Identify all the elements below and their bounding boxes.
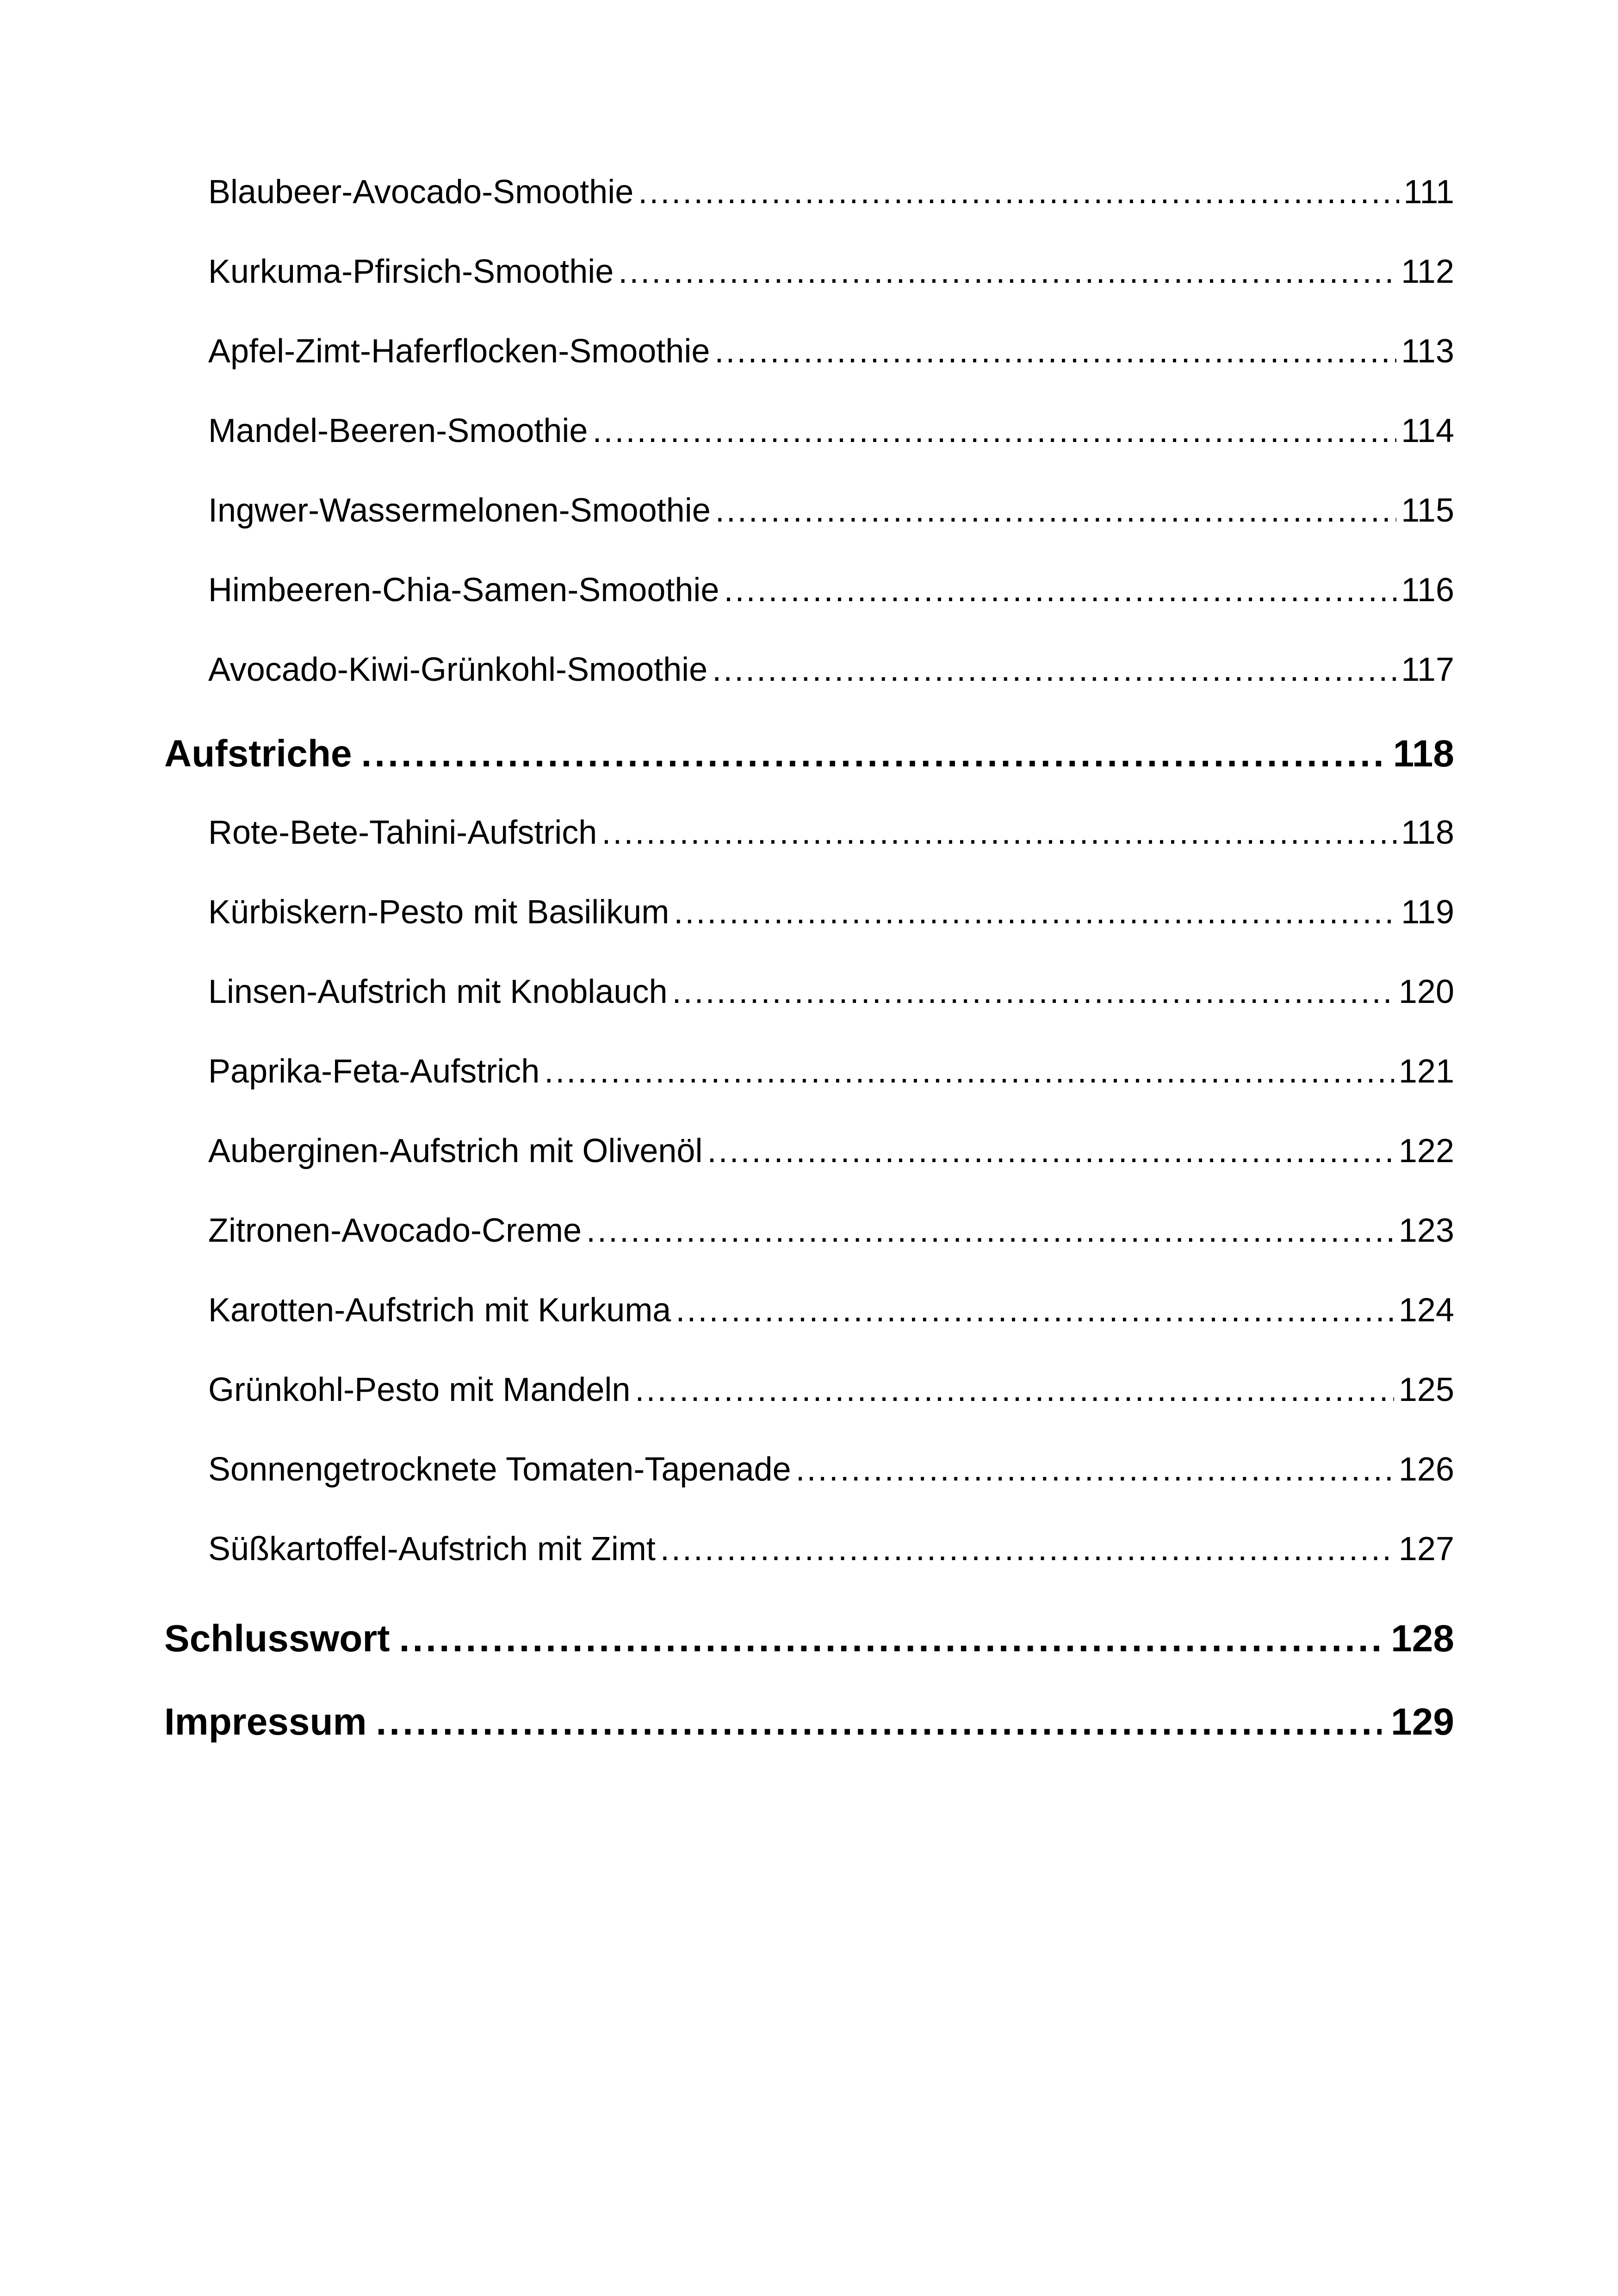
toc-entry-auberginen-aufstrich[interactable] xyxy=(164,1116,1454,1196)
toc-dot-leader xyxy=(399,1599,1382,1678)
toc-dot-leader xyxy=(638,157,1399,227)
toc-entry-page: 122 xyxy=(1398,1132,1454,1170)
toc-entry-linsen-aufstrich[interactable] xyxy=(164,957,1454,1037)
toc-chapter-page: 129 xyxy=(1391,1701,1454,1743)
toc-entry-title: Mandel-Beeren-Smoothie xyxy=(208,412,588,449)
toc-entry-title: Süßkartoffel-Aufstrich mit Zimt xyxy=(208,1531,656,1568)
toc-entry-kurkuma-pfirsich-smoothie[interactable] xyxy=(164,237,1454,317)
toc-chapter-title: Impressum xyxy=(164,1701,367,1743)
table-of-contents xyxy=(164,157,1454,1766)
toc-entry-mandel-beeren-smoothie[interactable] xyxy=(164,396,1454,476)
toc-entry-suesskartoffel-aufstrich[interactable] xyxy=(164,1514,1454,1594)
toc-entry-title: Linsen-Aufstrich mit Knoblauch xyxy=(208,973,668,1010)
toc-chapter-aufstriche[interactable] xyxy=(164,715,1454,798)
toc-entry-zitronen-avocado-creme[interactable] xyxy=(164,1196,1454,1276)
toc-chapter-title: Aufstriche xyxy=(164,733,352,775)
toc-dot-leader xyxy=(796,1435,1394,1504)
toc-entry-page: 124 xyxy=(1398,1292,1454,1329)
toc-entry-himbeeren-chia-samen-smoothie[interactable] xyxy=(164,555,1454,635)
toc-dot-leader xyxy=(724,555,1396,625)
toc-dot-leader xyxy=(672,957,1394,1027)
toc-entry-page: 127 xyxy=(1398,1531,1454,1568)
toc-entry-ingwer-wassermelonen-smoothie[interactable] xyxy=(164,476,1454,555)
toc-entry-title: Grünkohl-Pesto mit Mandeln xyxy=(208,1371,631,1408)
toc-entry-page: 115 xyxy=(1401,492,1454,529)
toc-dot-leader xyxy=(618,237,1396,306)
toc-entry-page: 112 xyxy=(1401,253,1454,290)
toc-entry-title: Himbeeren-Chia-Samen-Smoothie xyxy=(208,572,719,609)
toc-entry-title: Kürbiskern-Pesto mit Basilikum xyxy=(208,894,670,931)
toc-dot-leader xyxy=(376,1683,1382,1761)
toc-entry-page: 120 xyxy=(1398,973,1454,1010)
toc-entry-title: Sonnengetrocknete Tomaten-Tapenade xyxy=(208,1451,791,1488)
toc-entry-title: Karotten-Aufstrich mit Kurkuma xyxy=(208,1292,671,1329)
toc-dot-leader xyxy=(715,476,1396,545)
toc-entry-paprika-feta-aufstrich[interactable] xyxy=(164,1037,1454,1116)
toc-dot-leader xyxy=(592,396,1396,466)
toc-entry-tomaten-tapenade[interactable] xyxy=(164,1435,1454,1514)
toc-entry-title: Kurkuma-Pfirsich-Smoothie xyxy=(208,253,614,290)
toc-entry-title: Avocado-Kiwi-Grünkohl-Smoothie xyxy=(208,651,708,688)
toc-dot-leader xyxy=(674,877,1396,947)
toc-entry-page: 119 xyxy=(1401,894,1454,931)
toc-dot-leader xyxy=(660,1514,1394,1584)
toc-entry-title: Zitronen-Avocado-Creme xyxy=(208,1212,582,1249)
toc-entry-page: 118 xyxy=(1401,814,1454,851)
toc-chapter-schlusswort[interactable] xyxy=(164,1599,1454,1683)
toc-entry-page: 111 xyxy=(1403,174,1454,211)
toc-entry-karotten-aufstrich[interactable] xyxy=(164,1276,1454,1355)
toc-dot-leader xyxy=(712,635,1396,704)
toc-entry-avocado-kiwi-gruenkohl-smoothie[interactable] xyxy=(164,635,1454,715)
toc-dot-leader xyxy=(707,1116,1394,1186)
toc-chapter-page: 128 xyxy=(1391,1618,1454,1660)
toc-entry-page: 116 xyxy=(1401,572,1454,609)
toc-entry-title: Apfel-Zimt-Haferflocken-Smoothie xyxy=(208,333,710,370)
toc-entry-page: 123 xyxy=(1398,1212,1454,1249)
toc-entry-kuerbiskern-pesto[interactable] xyxy=(164,877,1454,957)
toc-dot-leader xyxy=(361,715,1384,793)
toc-dot-leader xyxy=(586,1196,1394,1265)
toc-entry-title: Paprika-Feta-Aufstrich xyxy=(208,1053,540,1090)
toc-dot-leader xyxy=(714,317,1396,386)
toc-entry-apfel-zimt-haferflocken-smoothie[interactable] xyxy=(164,317,1454,396)
toc-dot-leader xyxy=(544,1037,1394,1106)
toc-entry-page: 125 xyxy=(1398,1371,1454,1408)
toc-dot-leader xyxy=(676,1276,1394,1345)
toc-entry-page: 114 xyxy=(1401,412,1454,449)
toc-chapter-page: 118 xyxy=(1393,733,1454,775)
toc-entry-title: Blaubeer-Avocado-Smoothie xyxy=(208,174,634,211)
toc-entry-title: Rote-Bete-Tahini-Aufstrich xyxy=(208,814,597,851)
toc-entry-page: 121 xyxy=(1398,1053,1454,1090)
toc-entry-title: Auberginen-Aufstrich mit Olivenöl xyxy=(208,1132,703,1170)
toc-entry-title: Ingwer-Wassermelonen-Smoothie xyxy=(208,492,711,529)
toc-entry-page: 113 xyxy=(1401,333,1454,370)
toc-chapter-impressum[interactable] xyxy=(164,1683,1454,1766)
toc-entry-gruenkohl-pesto[interactable] xyxy=(164,1355,1454,1435)
toc-dot-leader xyxy=(635,1355,1394,1425)
toc-chapter-title: Schlusswort xyxy=(164,1618,390,1660)
toc-entry-page: 126 xyxy=(1398,1451,1454,1488)
toc-entry-rote-bete-tahini-aufstrich[interactable] xyxy=(164,798,1454,877)
toc-entry-blaubeer-avocado-smoothie[interactable] xyxy=(164,157,1454,237)
toc-dot-leader xyxy=(601,798,1396,867)
toc-entry-page: 117 xyxy=(1401,651,1454,688)
